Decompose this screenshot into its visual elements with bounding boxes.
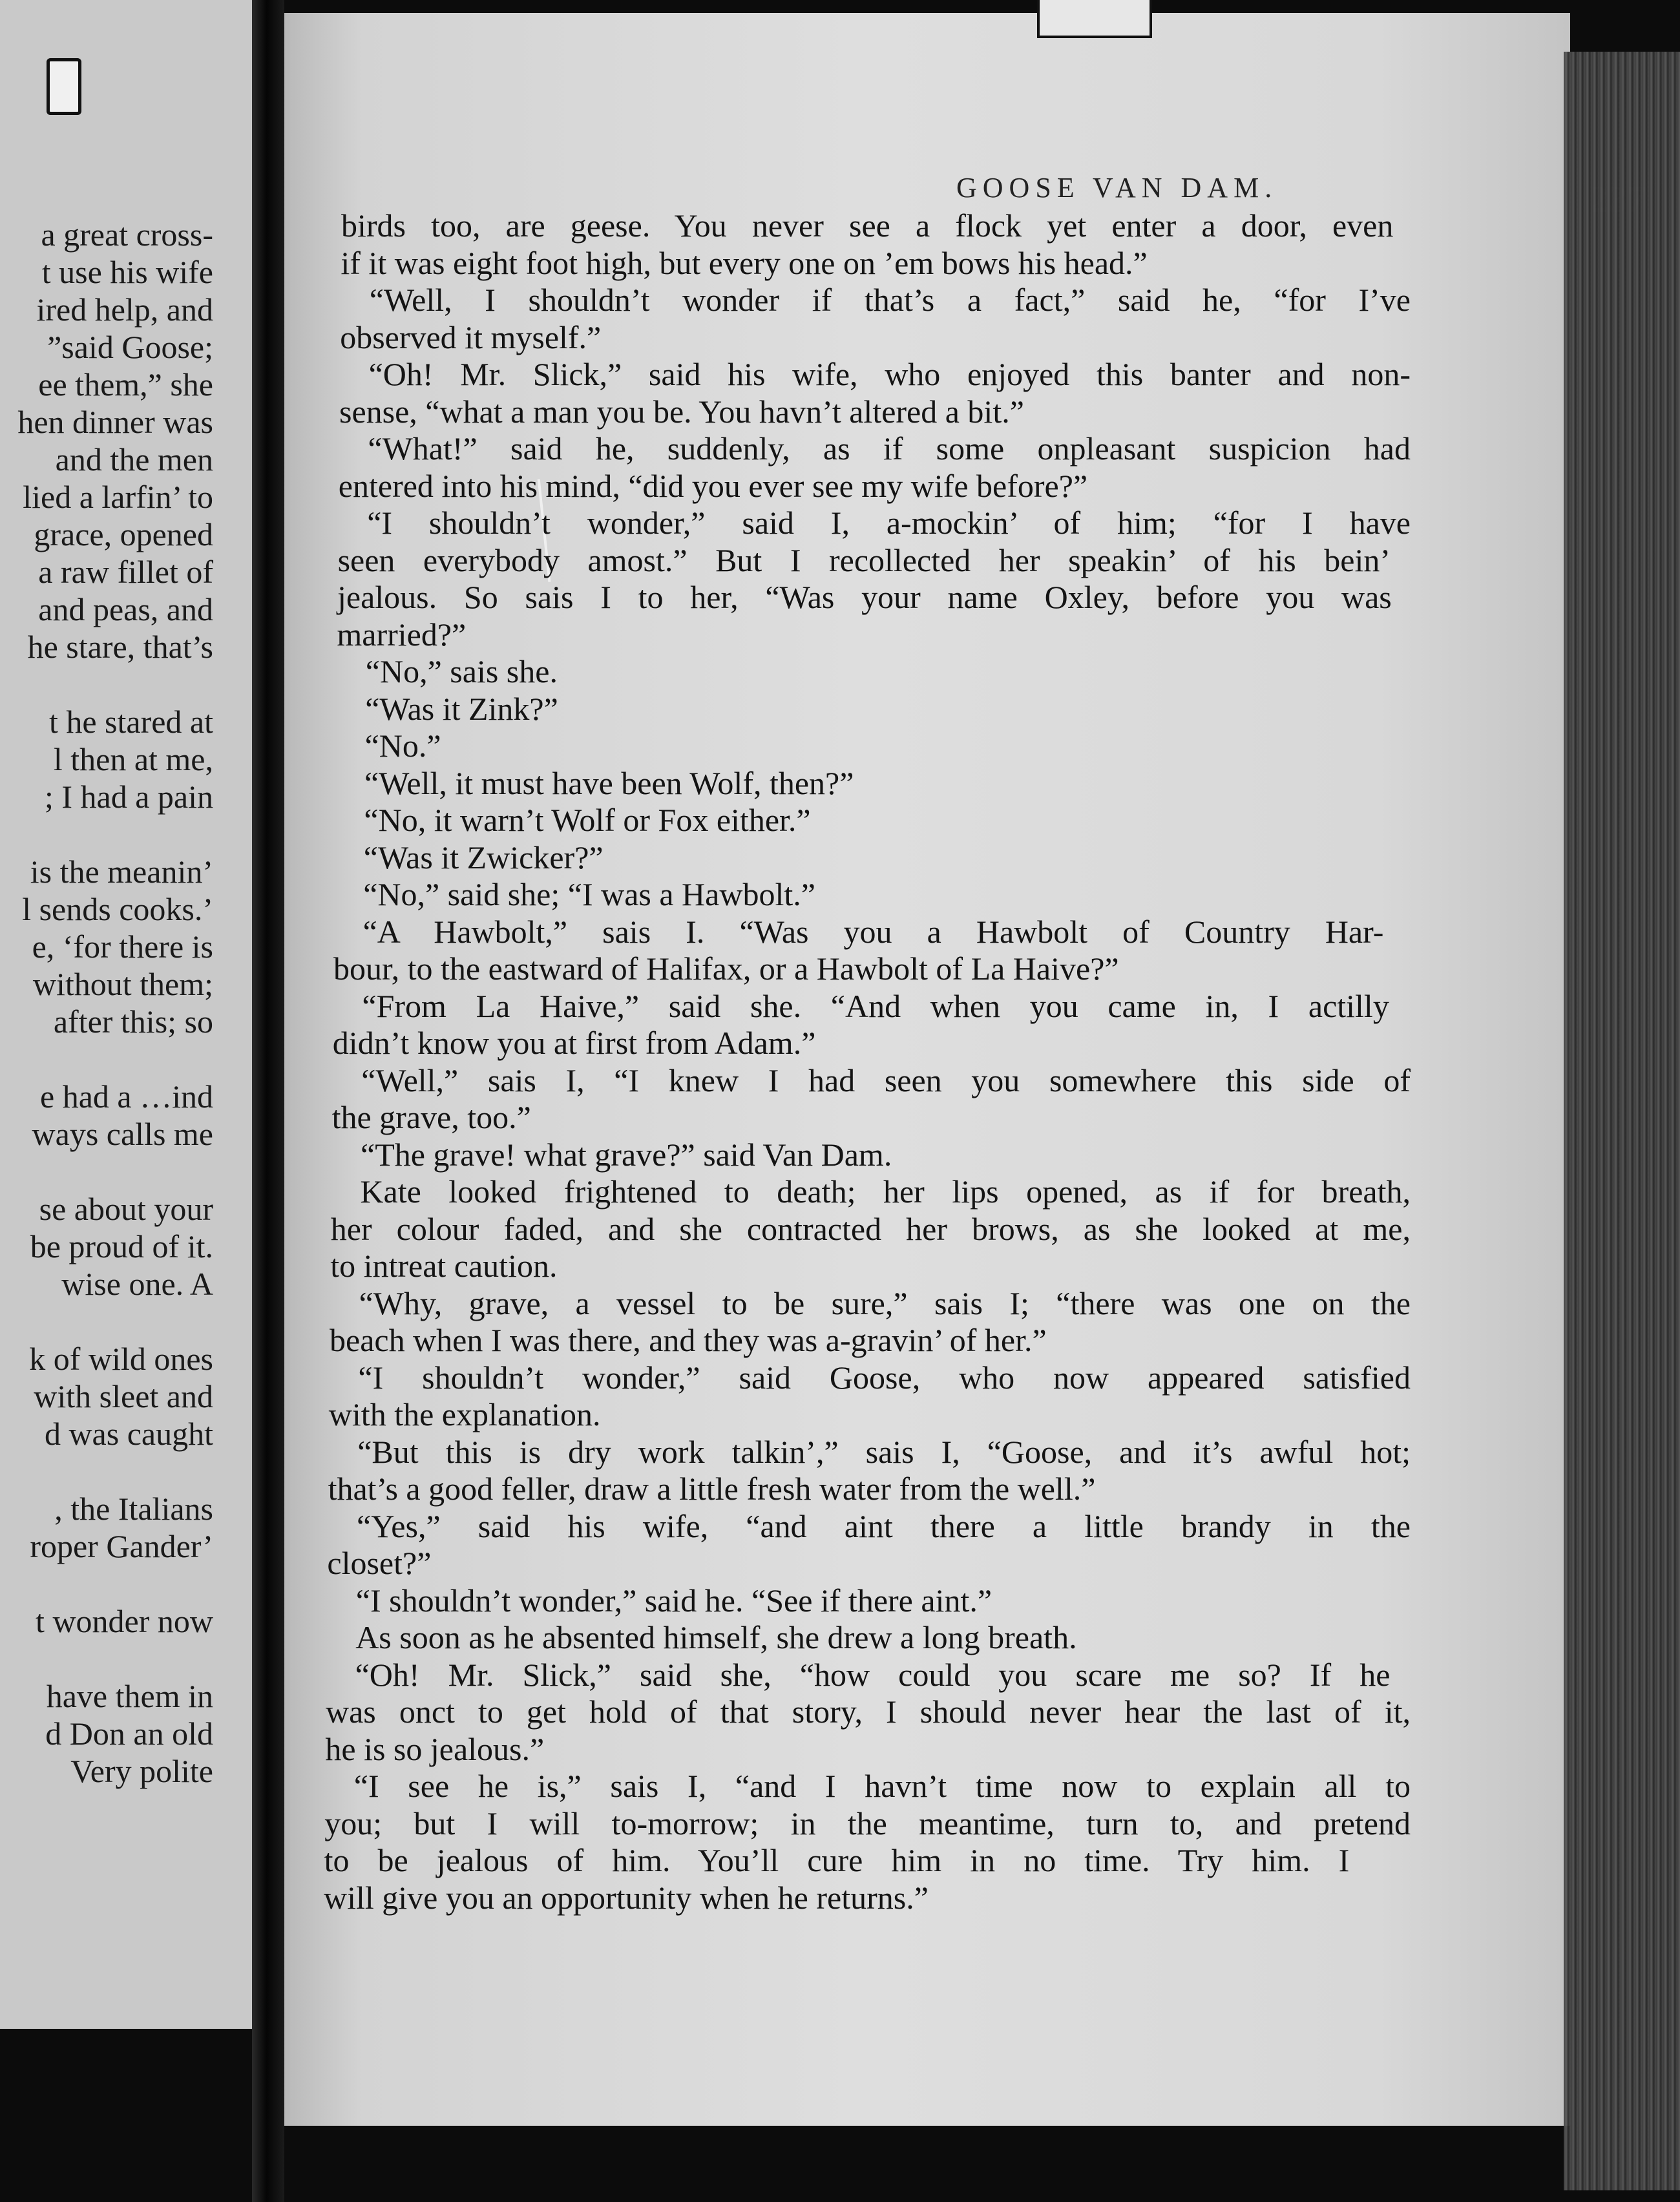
right-page-line: that’s a good feller, draw a little fresh water from the well.” <box>328 1471 1096 1507</box>
right-page-line: sense, “what a man you be. You havn’t altered a bit.” <box>339 393 1024 430</box>
right-page-line: entered into his mind, “did you ever see my wife before?” <box>338 467 1088 504</box>
left-page-line: t use his wife <box>41 254 213 290</box>
left-page-line: ee them,” she <box>38 366 213 403</box>
left-page-line: be proud of it. <box>30 1228 213 1264</box>
left-page-line: ways calls me <box>32 1116 213 1152</box>
page-clip <box>1037 0 1152 38</box>
right-page-line: if it was eight foot high, but every one on ’em bows his head.” <box>341 244 1148 281</box>
right-page-line: seen everybody amost.” But I recollected her speakin’ of his bein’ <box>337 541 1391 578</box>
left-page-line: is the meanin’ <box>30 854 213 890</box>
left-page-line: without them; <box>32 966 213 1002</box>
left-page-line: t wonder now <box>36 1603 213 1639</box>
right-page-line: birds too, are geese. You never see a flock yet enter a door, even <box>341 207 1394 244</box>
right-page-line: Kate looked frightened to death; her lips opened, as if for breath, <box>360 1173 1411 1210</box>
right-page-line: beach when I was there, and they was a-gravin’ of her.” <box>330 1322 1047 1358</box>
right-page-line: her colour faded, and she contracted her brows, as she looked at me, <box>330 1210 1411 1247</box>
left-page-line: Very polite <box>70 1753 213 1789</box>
right-page-line: observed it myself.” <box>340 319 602 355</box>
right-page-line: you; but I will to-morrow; in the meantime, turn to, and pretend <box>324 1805 1411 1841</box>
left-page-line: l then at me, <box>53 741 213 777</box>
right-page-line: didn’t know you at first from Adam.” <box>332 1025 816 1061</box>
left-page-line: after this; so <box>53 1003 213 1040</box>
left-page-line: d Don an old <box>45 1715 213 1752</box>
left-page-line: and peas, and <box>38 591 213 627</box>
left-page-line: a great cross- <box>41 216 213 253</box>
left-page-line: lied a larfin’ to <box>23 479 213 515</box>
right-page-line: “No,” sais she. <box>365 653 558 689</box>
left-page-line: l sends cooks.’ <box>22 891 213 927</box>
right-page-line: he is so jealous.” <box>325 1730 545 1767</box>
left-page-line: k of wild ones <box>29 1341 213 1377</box>
left-page-line: t he stared at <box>48 704 213 740</box>
left-page-line: d was caught <box>44 1416 213 1452</box>
right-page <box>284 13 1570 2126</box>
right-page-line: with the explanation. <box>328 1396 601 1432</box>
right-page-line: “Well, it must have been Wolf, then?” <box>364 764 854 801</box>
right-page-line: “No.” <box>364 728 441 764</box>
right-page-line: “But this is dry work talkin’,” sais I, “Goose, and it’s awful hot; <box>357 1433 1411 1470</box>
right-page-line: “A Hawbolt,” sais I. “Was you a Hawbolt of Country Har- <box>362 913 1384 950</box>
right-page-line: “Yes,” said his wife, “and aint there a little brandy in the <box>357 1507 1411 1544</box>
left-page-line: he stare, that’s <box>27 629 213 665</box>
right-page-line: was onct to get hold of that story, I should never hear the last of it, <box>326 1693 1411 1730</box>
right-page-line: to intreat caution. <box>330 1248 558 1284</box>
left-page-line: , the Italians <box>54 1491 213 1527</box>
left-page <box>0 0 258 2029</box>
right-page-line: “Well,” sais I, “I knew I had seen you somewhere this side of <box>361 1062 1411 1098</box>
left-page-line: hen dinner was <box>17 404 213 440</box>
right-page-line: will give you an opportunity when he returns.” <box>324 1879 929 1916</box>
left-page-line: grace, opened <box>34 516 213 552</box>
right-page-line: married?” <box>337 616 467 653</box>
right-page-line: “No,” said she; “I was a Hawbolt.” <box>363 876 815 912</box>
right-page-line: “What!” said he, suddenly, as if some onpleasant suspicion had <box>368 430 1411 467</box>
right-page-line: “No, it warn’t Wolf or Fox either.” <box>364 802 811 838</box>
left-page-line: se about your <box>39 1191 213 1227</box>
right-page-line: bour, to the eastward of Halifax, or a Hawbolt of La Haive?” <box>333 950 1119 987</box>
right-page-line: “I see he is,” sais I, “and I havn’t time now to explain all to <box>353 1768 1411 1804</box>
right-page-line: “The grave! what grave?” said Van Dam. <box>361 1136 892 1173</box>
right-page-line: As soon as he absented himself, she drew a long breath. <box>355 1619 1077 1655</box>
right-page-line: “Was it Zwicker?” <box>363 839 604 876</box>
right-page-line: “Oh! Mr. Slick,” said she, “how could you scare me so? If he <box>355 1656 1391 1693</box>
left-page-text <box>0 0 213 2029</box>
right-page-line: “Well, I shouldn’t wonder if that’s a fact,” said he, “for I’ve <box>369 282 1411 318</box>
left-page-line: ; I had a pain <box>44 779 213 815</box>
book-page-edges <box>1564 52 1680 2190</box>
left-page-line: ired help, and <box>36 291 213 328</box>
right-page-line: to be jealous of him. You’ll cure him in no time. Try him. I <box>324 1842 1350 1878</box>
left-page-line: have them in <box>46 1678 213 1714</box>
right-page-line: “I shouldn’t wonder,” said Goose, who now appeared satisfied <box>358 1359 1411 1396</box>
right-page-line: “From La Haive,” said she. “And when you came in, I actilly <box>362 987 1389 1024</box>
left-page-line: with sleet and <box>34 1378 213 1414</box>
right-page-line: closet?” <box>327 1545 432 1581</box>
right-page-line: the grave, too.” <box>331 1099 531 1135</box>
running-head: GOOSE VAN DAM. <box>956 172 1278 204</box>
left-page-line: e had a …ind <box>40 1078 213 1115</box>
left-page-line: and the men <box>55 441 213 477</box>
left-page-line: a raw fillet of <box>38 554 213 590</box>
right-page-line: jealous. So sais I to her, “Was your name Oxley, before you was <box>337 579 1392 615</box>
right-page-line: “Why, grave, a vessel to be sure,” sais I; “there was one on the <box>359 1284 1411 1321</box>
left-page-line: e, ‘for there is <box>32 928 213 965</box>
right-page-line: “I shouldn’t wonder,” said he. “See if there aint.” <box>355 1582 992 1619</box>
right-page-line: “Oh! Mr. Slick,” said his wife, who enjoyed this banter and non- <box>368 356 1411 392</box>
right-page-line: “Was it Zink?” <box>365 690 558 727</box>
right-page-line: “I shouldn’t wonder,” said I, a-mockin’ of him; “for I have <box>367 505 1411 541</box>
left-page-line: ”said Goose; <box>47 329 213 365</box>
left-page-line: wise one. A <box>61 1266 213 1302</box>
book-gutter <box>252 0 284 2202</box>
left-page-line: roper Gander’ <box>30 1528 213 1564</box>
